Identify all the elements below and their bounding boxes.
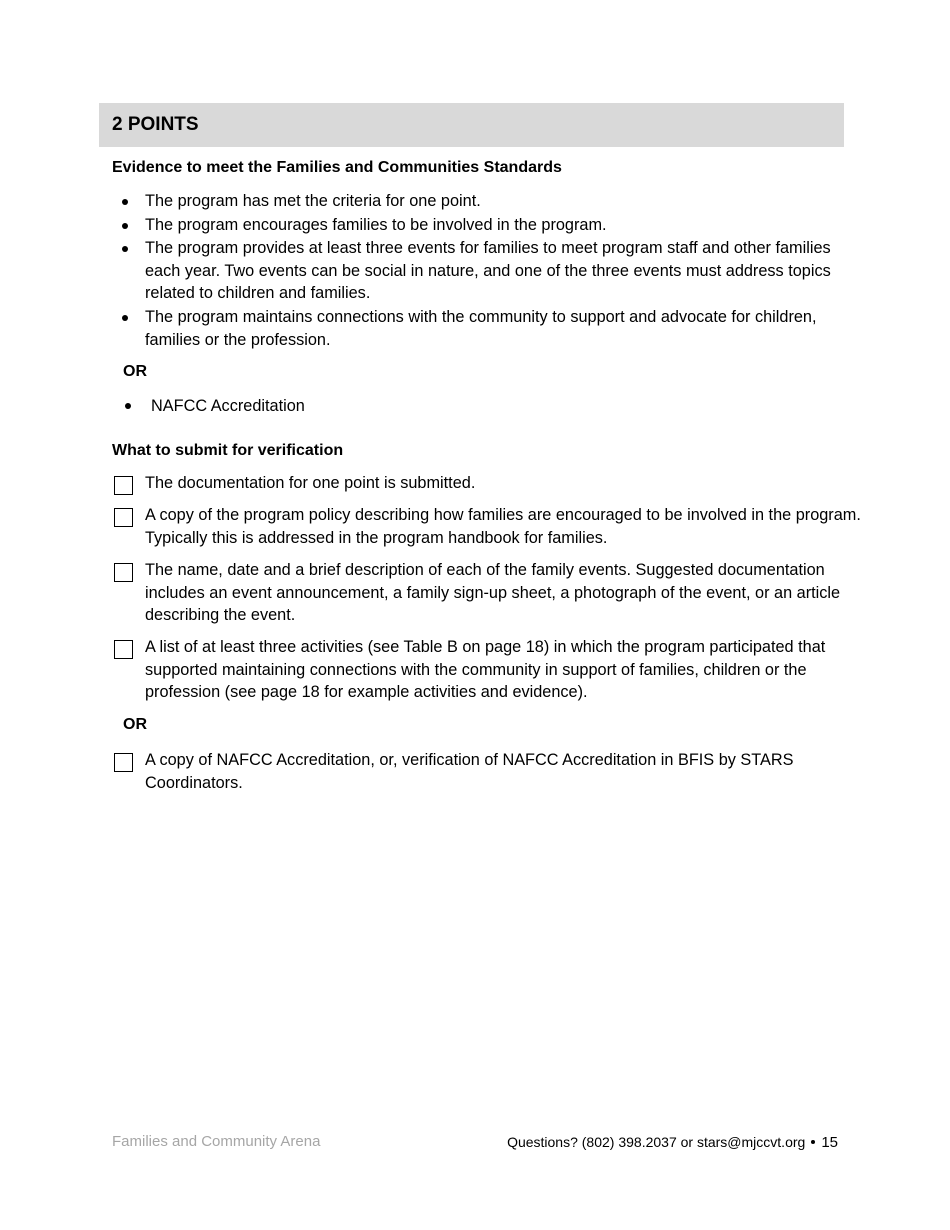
bullet-text: The program maintains connections with the community to support and advocate for children, families or the profession. [145, 307, 817, 349]
bullet-text: The program encourages families to be involved in the program. [145, 215, 607, 234]
alt-bullet-item [112, 395, 305, 417]
bullet-text: The program provides at least three events for families to meet program staff and other families each year. Two events can be social in nature, and one of the three events must address topics related to children and families. [145, 239, 831, 303]
checkbox-icon[interactable] [114, 476, 133, 495]
checkbox-icon[interactable] [114, 640, 133, 659]
section-title: 2 POINTS [112, 114, 199, 135]
bullet-icon [122, 199, 128, 205]
evidence-or-label: OR [123, 363, 147, 380]
footer-contact [507, 1132, 838, 1153]
verification-item-text: The documentation for one point is submitted. [145, 474, 476, 492]
section-header-band [99, 103, 844, 147]
verification-item [112, 636, 870, 704]
verification-heading: What to submit for verification [112, 442, 344, 459]
verification-item-text: The name, date and a brief description of each of the family events. Suggested documentation includes an event announcement, a family sign-up sheet, a photograph of the event, or an article describing the event. [145, 561, 841, 625]
verification-item-text: A copy of NAFCC Accreditation, or, verification of NAFCC Accreditation in BFIS by STARS Coordinators. [145, 751, 794, 792]
alt-bullet-text: NAFCC Accreditation [151, 397, 305, 415]
checkbox-icon[interactable] [114, 563, 133, 582]
list-item [112, 237, 832, 305]
verification-item-text: A copy of the program policy describing how families are encouraged to be involved in the program. Typically this is addressed in the program handbook for families. [145, 506, 861, 547]
bullet-icon [122, 315, 128, 321]
footer-contact-text: Questions? (802) 398.2037 or stars@mjccvt.org [507, 1134, 806, 1150]
list-item [112, 190, 832, 213]
evidence-bullet-list [112, 190, 832, 352]
checkbox-icon[interactable] [114, 753, 133, 772]
footer-section-name: Families and Community Arena [112, 1133, 321, 1150]
list-item [112, 306, 832, 351]
page-number: 15 [821, 1134, 838, 1151]
verification-item [112, 559, 870, 627]
verification-item [112, 472, 870, 495]
verification-item [112, 749, 870, 794]
separator-dot-icon [811, 1140, 815, 1144]
bullet-icon [122, 223, 128, 229]
checkbox-icon[interactable] [114, 508, 133, 527]
list-item [112, 214, 832, 237]
bullet-icon [125, 403, 131, 409]
bullet-icon [122, 246, 128, 252]
verification-or-label: OR [123, 716, 147, 733]
verification-item [112, 504, 870, 549]
evidence-heading: Evidence to meet the Families and Communities Standards [112, 159, 562, 176]
verification-item-text: A list of at least three activities (see Table B on page 18) in which the program participated that supported maintaining connections with the community in support of families, children or the profession (see page 18 for example activities and evidence). [145, 638, 826, 702]
bullet-text: The program has met the criteria for one point. [145, 192, 481, 210]
